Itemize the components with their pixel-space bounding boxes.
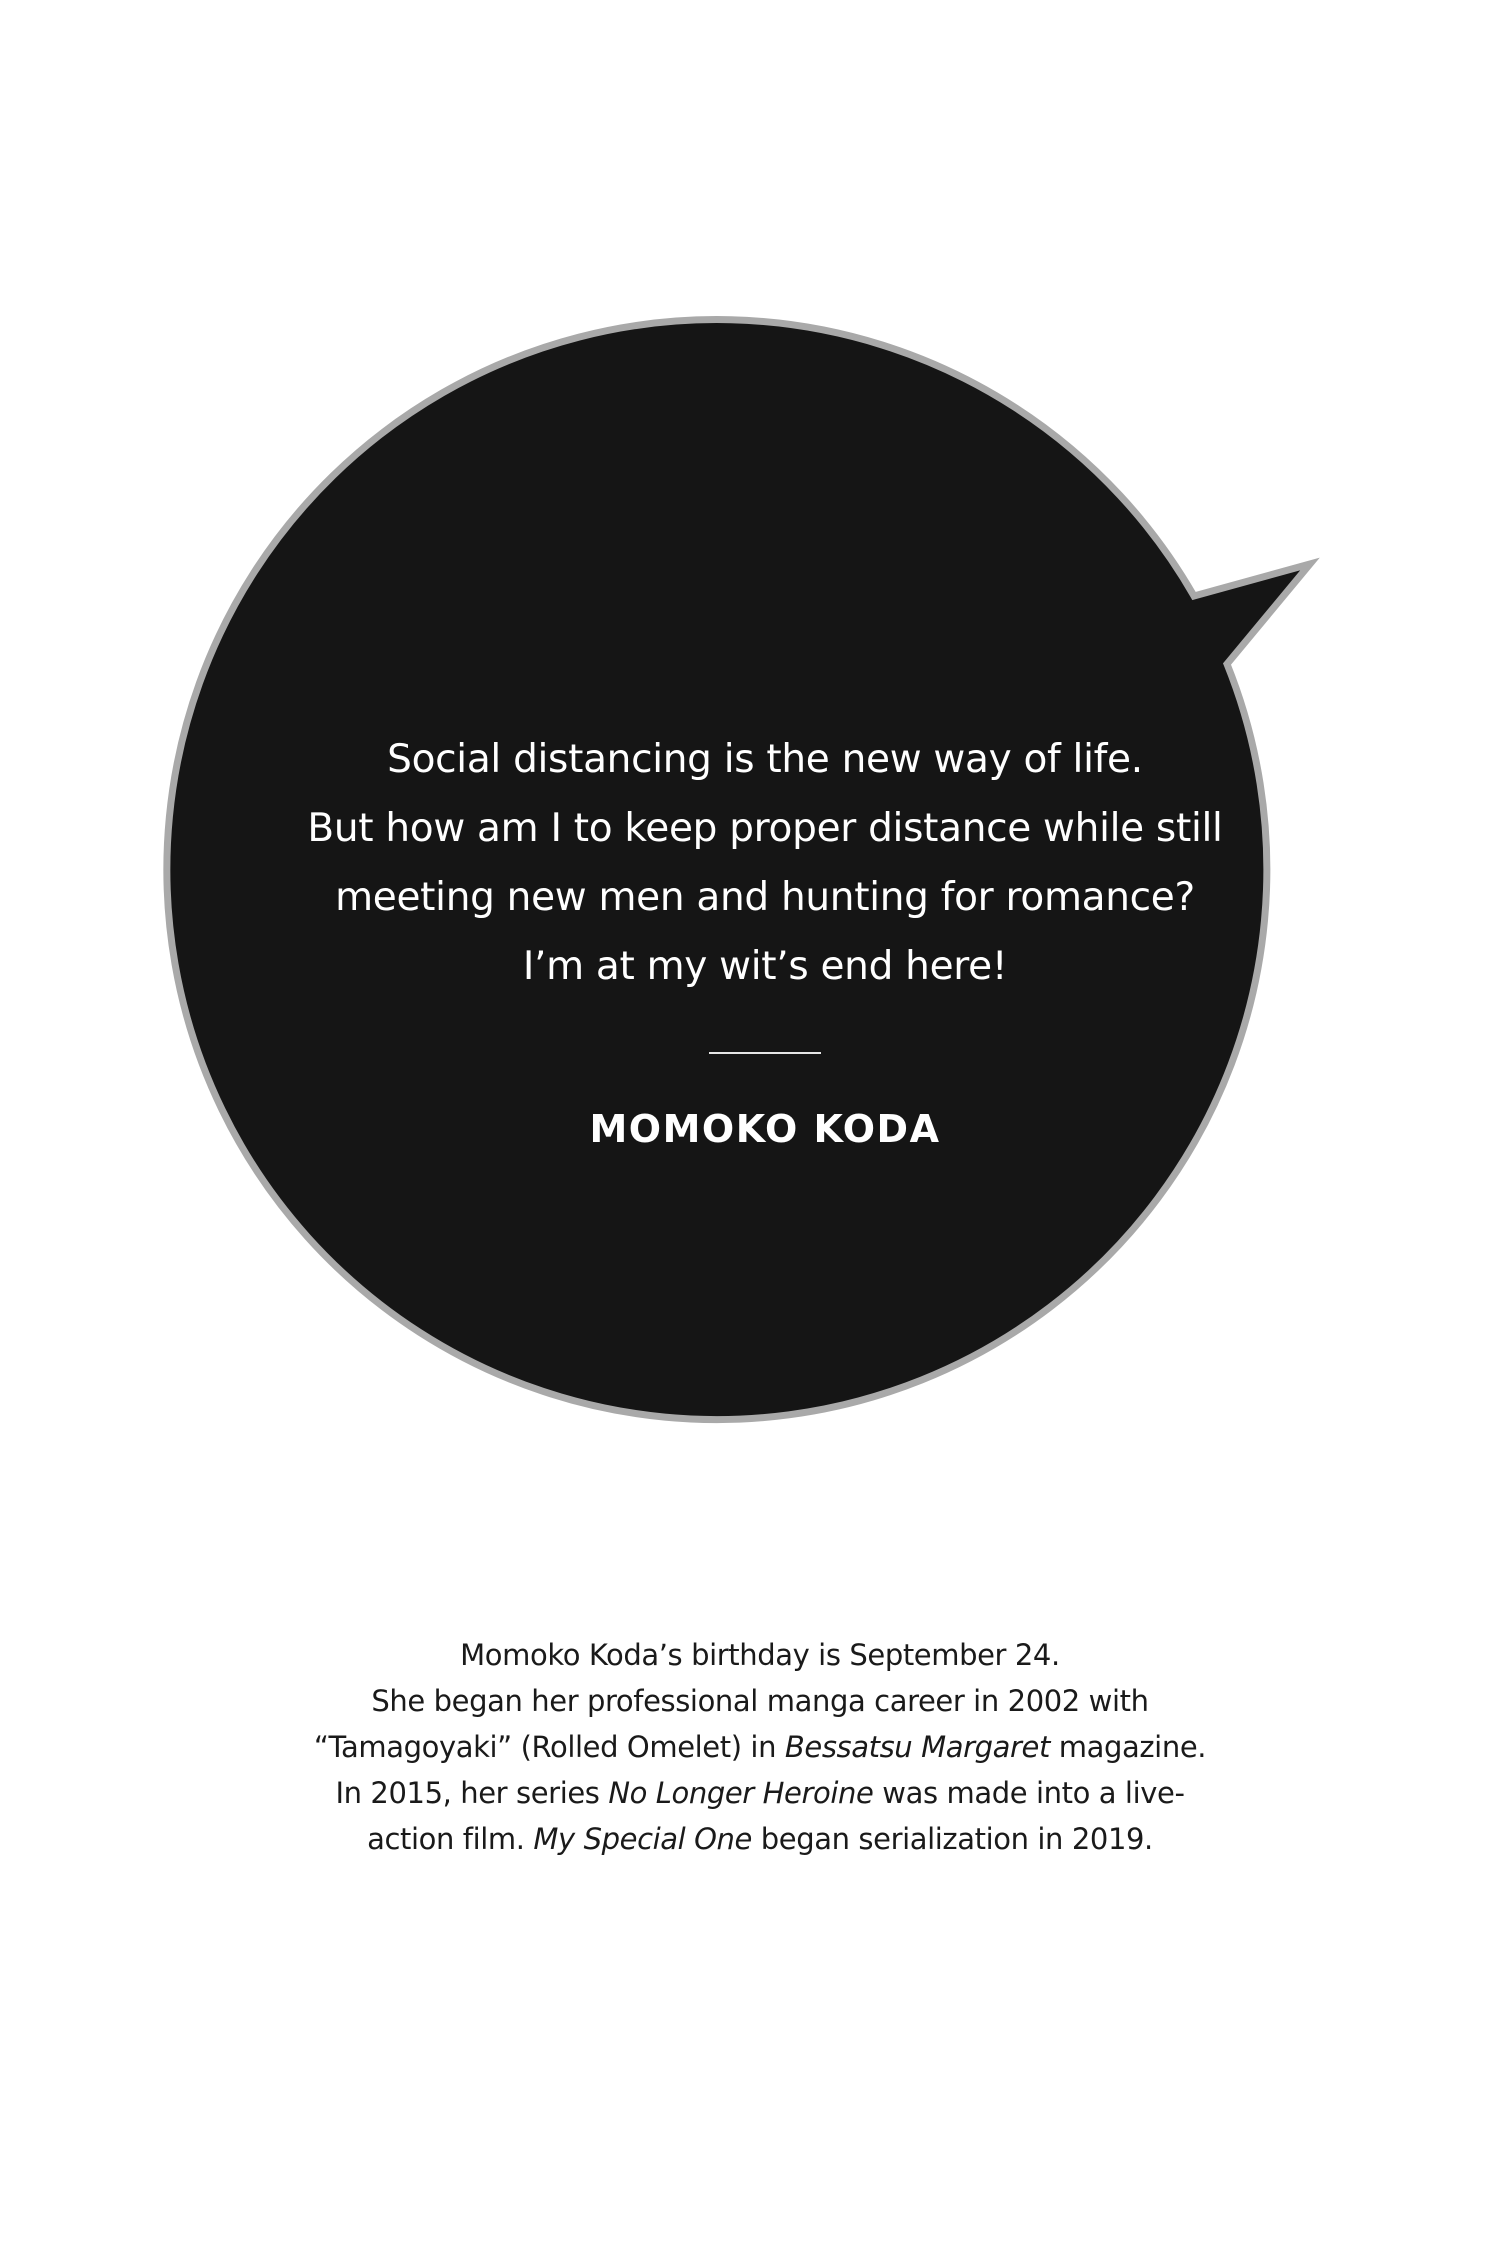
bio-text: “Tamagoyaki” (Rolled Omelet) in: [313, 1730, 785, 1764]
bio-line: [250, 1770, 1270, 1816]
bio-text: magazine.: [1049, 1730, 1207, 1764]
bio-text: In 2015, her series: [335, 1776, 609, 1810]
bio-line: [250, 1816, 1270, 1862]
author-bio: [250, 1632, 1270, 1862]
quote-divider: [709, 1052, 821, 1054]
quote-block: [230, 725, 1300, 1154]
bio-text: She began her professional manga career in 2002 with: [371, 1684, 1149, 1718]
bio-text: action film.: [367, 1822, 534, 1856]
quote-line: meeting new men and hunting for romance?: [335, 875, 1195, 920]
bio-line: [250, 1632, 1270, 1678]
quote-author: MOMOKO KODA: [589, 1107, 941, 1151]
bio-text: was made into a live-: [873, 1776, 1185, 1810]
bio-line: [250, 1678, 1270, 1724]
series-title: My Special One: [533, 1822, 752, 1856]
series-title: No Longer Heroine: [608, 1776, 874, 1810]
bio-text: began serialization in 2019.: [751, 1822, 1153, 1856]
bio-line: [250, 1724, 1270, 1770]
quote-line: Social distancing is the new way of life.: [387, 737, 1143, 782]
quote-line: But how am I to keep proper distance while still: [307, 806, 1223, 851]
quote-line: I’m at my wit’s end here!: [522, 944, 1008, 989]
bio-text: Momoko Koda’s birthday is September 24.: [460, 1638, 1060, 1672]
magazine-title: Bessatsu Margaret: [784, 1730, 1050, 1764]
